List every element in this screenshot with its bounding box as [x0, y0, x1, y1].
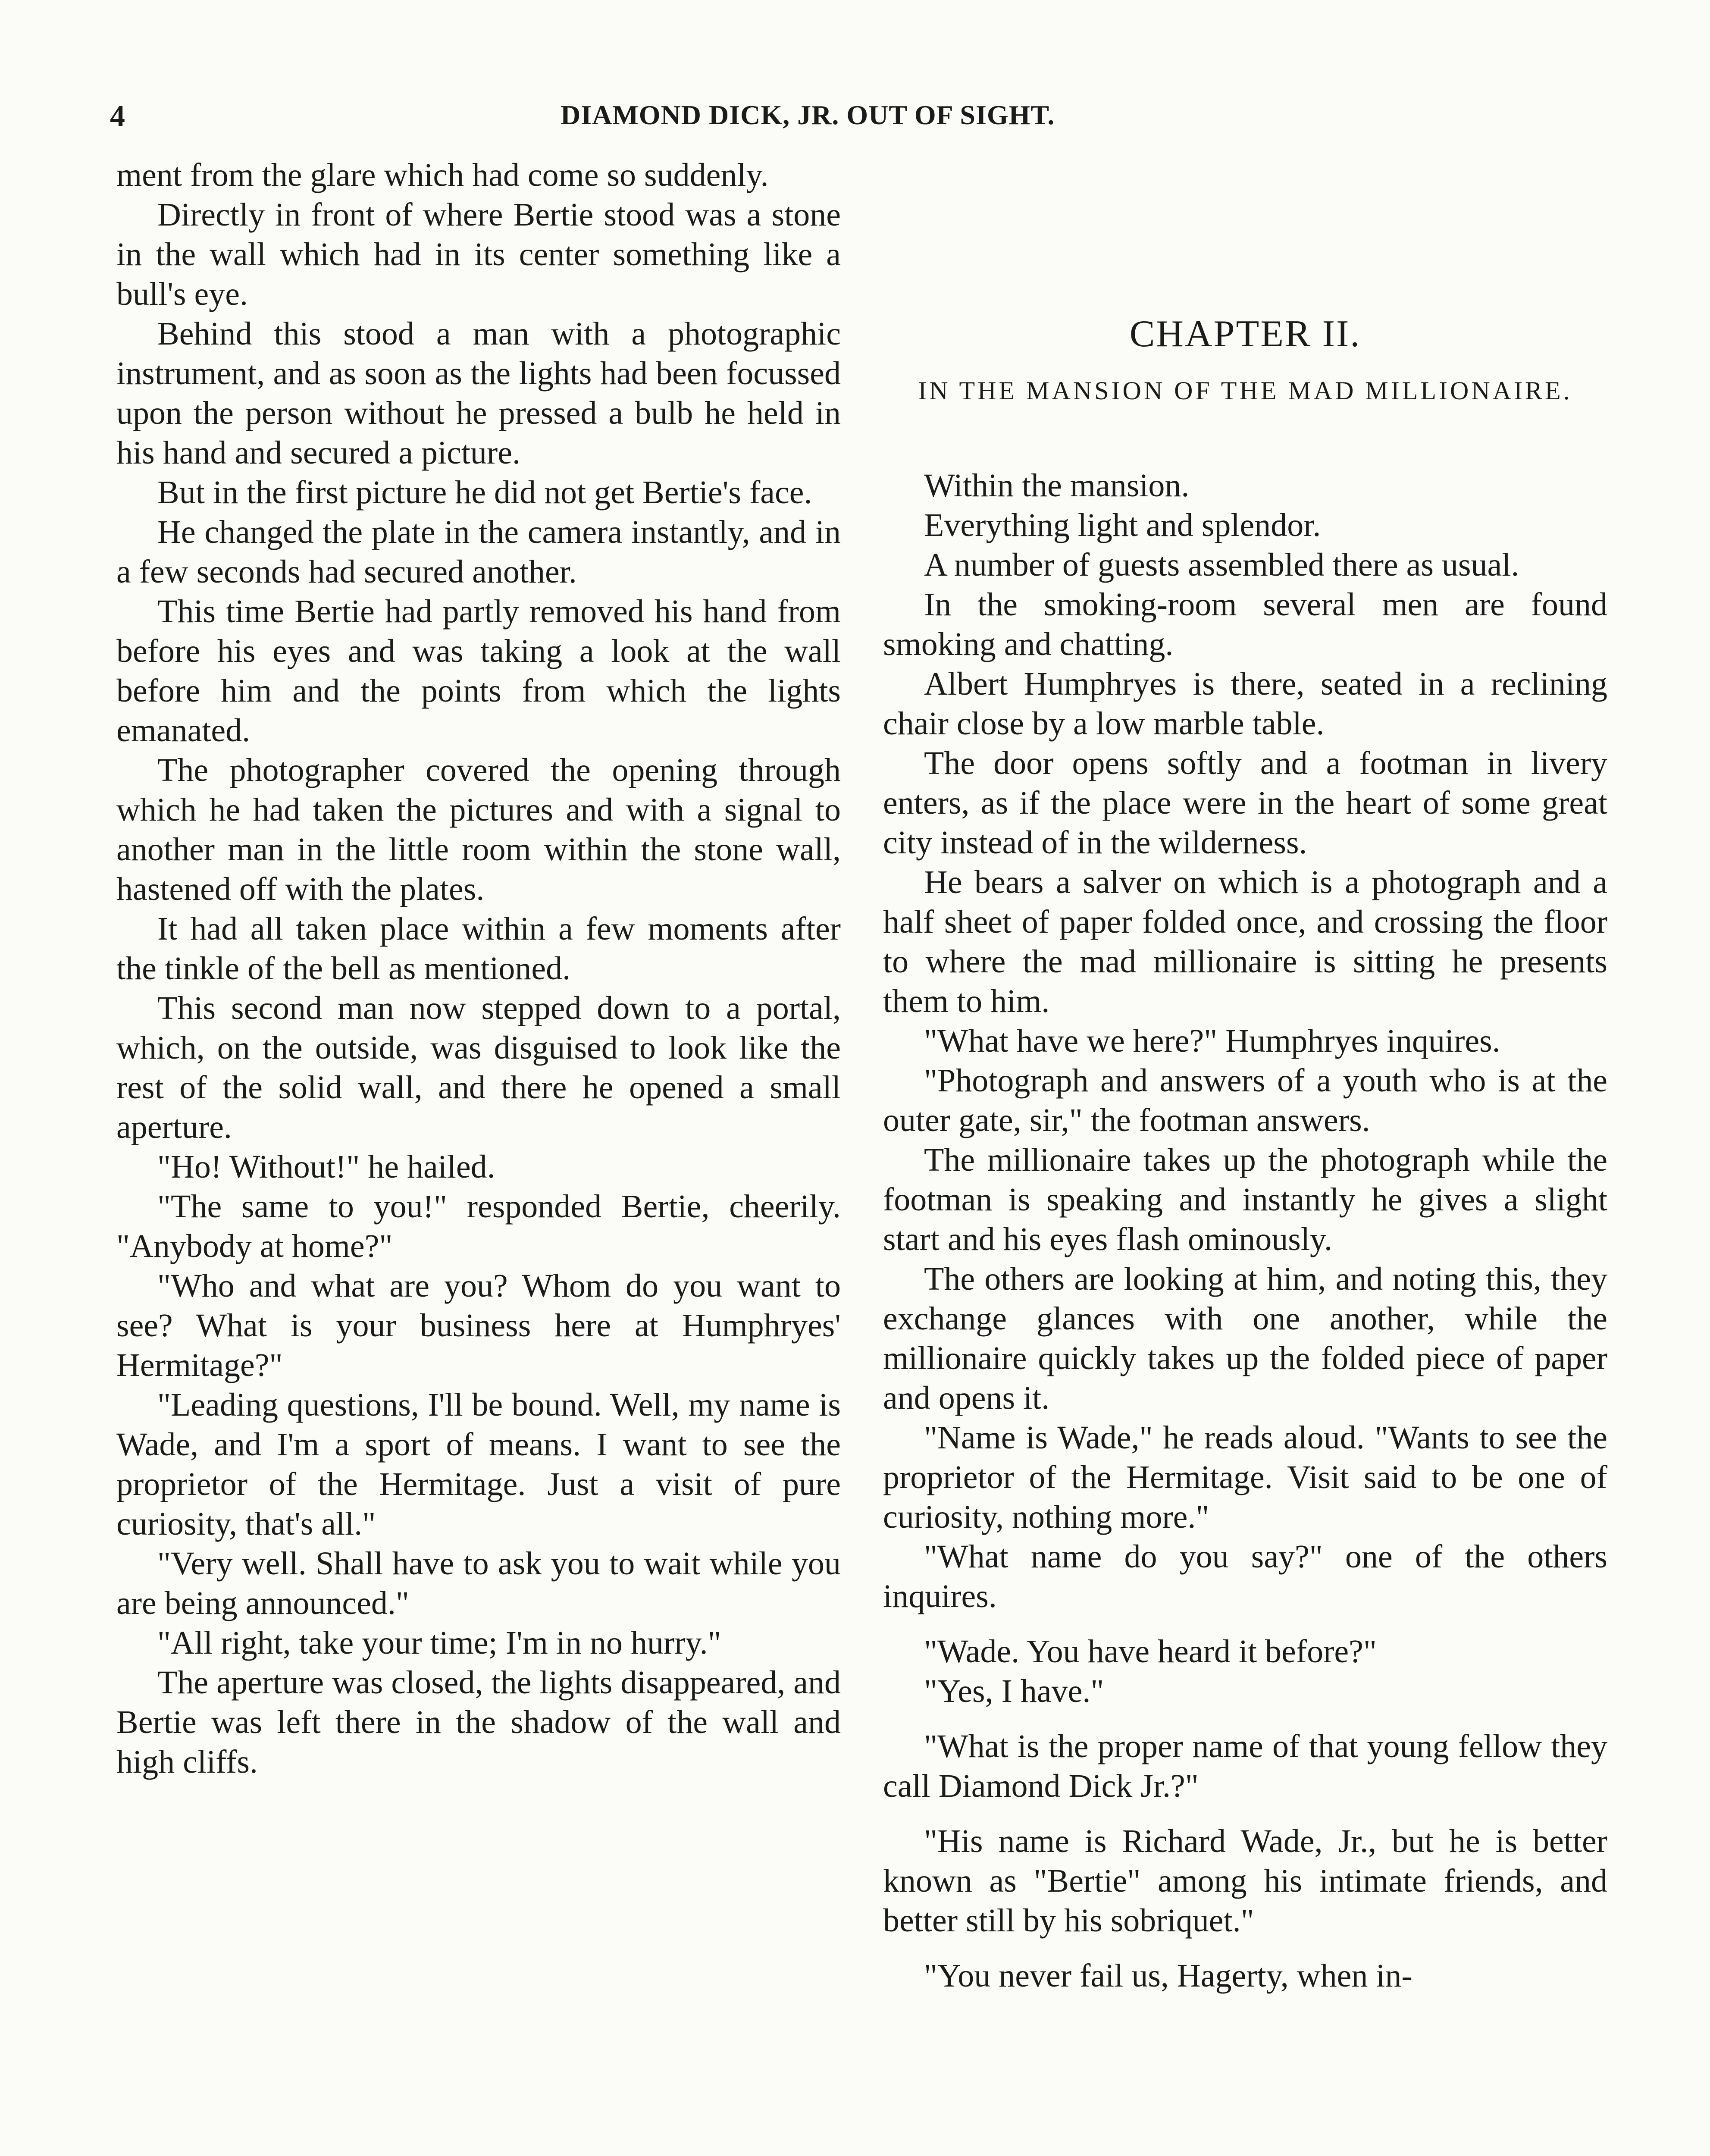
- paragraph: The aperture was closed, the lights disappeared, and Bertie was left there in the shadow of the wall and high cliffs.: [116, 1664, 841, 1780]
- paragraph: "What have we here?" Humphryes inquires.: [924, 1023, 1500, 1059]
- spacer: [883, 1711, 1607, 1727]
- paragraph: A number of guests assembled there as usual.: [924, 547, 1519, 583]
- paragraph: Everything light and splendor.: [924, 507, 1321, 543]
- paragraph: ment from the glare which had come so suddenly.: [116, 157, 769, 193]
- page-header: [110, 99, 1619, 151]
- paragraph: "Yes, I have.": [924, 1673, 1104, 1709]
- left-column: [116, 155, 841, 1782]
- paragraph: "Photograph and answers of a youth who is at the outer gate, sir," the footman answers.: [883, 1062, 1607, 1138]
- page-number: 4: [110, 100, 125, 133]
- chapter-heading: [883, 310, 1607, 411]
- paragraph: Directly in front of where Bertie stood was a stone in the wall which had in its center something like a bull's eye.: [116, 197, 841, 312]
- spacer: [883, 1616, 1607, 1632]
- paragraph: "What name do you say?" one of the others inquires.: [883, 1539, 1607, 1614]
- paragraph: "Who and what are you? Whom do you want to see? What is your business here at Humphryes' Hermitage?": [116, 1268, 841, 1383]
- paragraph: This time Bertie had partly removed his hand from before his eyes and was taking a look at the wall before him and the points from which the lights emanated.: [116, 593, 841, 749]
- paragraph: Albert Humphryes is there, seated in a reclining chair close by a low marble table.: [883, 666, 1607, 742]
- paragraph: But in the first picture he did not get Bertie's face.: [157, 474, 812, 511]
- paragraph: "All right, take your time; I'm in no hurry.": [157, 1625, 721, 1661]
- running-title: DIAMOND DICK, JR. OUT OF SIGHT.: [561, 100, 1055, 130]
- paragraph: "Ho! Without!" he hailed.: [157, 1149, 495, 1185]
- paragraph: The millionaire takes up the photograph while the footman is speaking and instantly he gives a slight start and his eyes flash ominously.: [883, 1142, 1607, 1257]
- paragraph: "What is the proper name of that young fellow they call Diamond Dick Jr.?": [883, 1728, 1607, 1804]
- paragraph: "Wade. You have heard it before?": [924, 1633, 1377, 1670]
- paragraph: It had all taken place within a few moments after the tinkle of the bell as mentioned.: [116, 911, 841, 987]
- chapter-subtitle: IN THE MANSION OF THE MAD MILLIONAIRE.: [918, 376, 1572, 405]
- paragraph: The others are looking at him, and noting this, they exchange glances with one another, while the millionaire quickly takes up the folded piece of paper and opens it.: [883, 1261, 1607, 1416]
- paragraph: The photographer covered the opening through which he had taken the pictures and with a signal to another man in the little room within the stone wall, hastened off with the plates.: [116, 752, 841, 907]
- spacer: [883, 1806, 1607, 1821]
- spacer: [883, 1940, 1607, 1956]
- paragraph: "His name is Richard Wade, Jr., but he is better known as "Bertie" among his intimate friends, and better still by his sobriquet.": [883, 1823, 1607, 1939]
- paragraph: "Name is Wade," he reads aloud. "Wants to see the proprietor of the Hermitage. Visit said to be one of curiosity, nothing more.": [883, 1420, 1607, 1535]
- paragraph: Within the mansion.: [924, 467, 1190, 504]
- chapter-title: CHAPTER II.: [1129, 313, 1361, 355]
- paragraph: In the smoking-room several men are found smoking and chatting.: [883, 586, 1607, 662]
- paragraph: "Very well. Shall have to ask you to wait while you are being announced.": [116, 1545, 841, 1621]
- paragraph: The door opens softly and a footman in livery enters, as if the place were in the heart of some great city instead of in the wilderness.: [883, 745, 1607, 861]
- paragraph: Behind this stood a man with a photographic instrument, and as soon as the lights had been focussed upon the person without he pressed a bulb he held in his hand and secured a picture.: [116, 316, 841, 471]
- paragraph: He bears a salver on which is a photograph and a half sheet of paper folded once, and crossing the floor to where the mad millionaire is sitting he presents them to him.: [883, 864, 1607, 1019]
- paragraph: "The same to you!" responded Bertie, cheerily. "Anybody at home?": [116, 1188, 841, 1264]
- paragraph: "You never fail us, Hagerty, when in-: [924, 1958, 1412, 1994]
- right-column: [883, 466, 1607, 1996]
- paragraph: This second man now stepped down to a portal, which, on the outside, was disguised to look like the rest of the solid wall, and there he opened a small aperture.: [116, 990, 841, 1145]
- paragraph: He changed the plate in the camera instantly, and in a few seconds had secured another.: [116, 514, 841, 590]
- paragraph: "Leading questions, I'll be bound. Well, my name is Wade, and I'm a sport of means. I want to see the proprietor of the Hermitage. Just a visit of pure curiosity, that's all.": [116, 1387, 841, 1542]
